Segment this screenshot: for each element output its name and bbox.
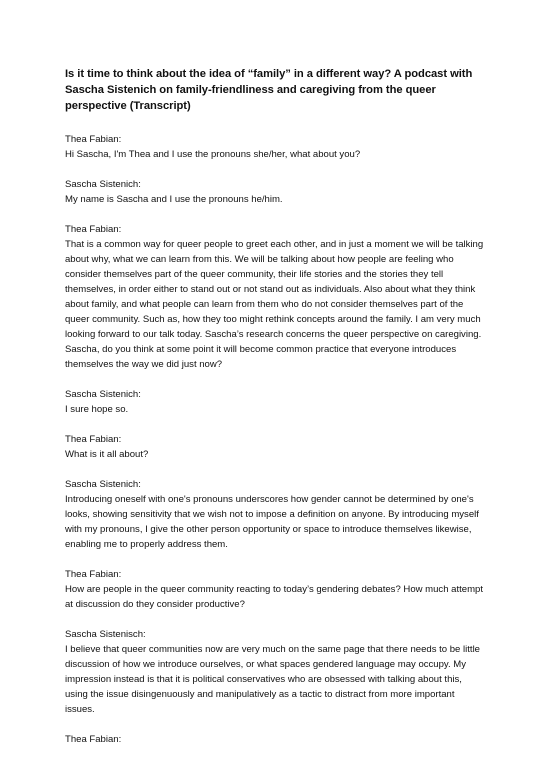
speaker-name: Sascha Sistenich: [65, 179, 141, 190]
speaker-name: Sascha Sistenich: [65, 479, 141, 490]
speaker-name: Thea Fabian: [65, 569, 122, 580]
speech-text: Hi Sascha, I'm Thea and I use the pronouns she/her, what about you? [65, 149, 361, 160]
speech-text: My name is Sascha and I use the pronouns he/him. [65, 194, 283, 205]
speech-text: How are people in the queer community reacting to today’s gendering debates? How much attempt at discussion do they consider productive? [65, 584, 484, 610]
transcript-entry [65, 132, 485, 162]
document-title: Is it time to think about the idea of “family” in a different way? A podcast with Sascha Sistenich on family-friendliness and caregiving from the queer perspective (Transcript) [65, 68, 473, 112]
speech-text: That is a common way for queer people to greet each other, and in just a moment we will be talking about why, what we can learn from this. We will be talking about how people are feeling who consider themselves part of the queer community, their life stories and the stories they tell themselves, in order either to stand out or not stand out as individuals. Also about what they think about family, and what people can learn from them who do not consider themselves part of the queer community. Such as, how they too might rethink concepts around the family. I am very much looking forward to our talk today. Sascha’s research concerns the queer perspective on caregiving. Sascha, do you think at some point it will become common practice that everyone introduces themselves the way we did just now? [65, 239, 484, 370]
speech-text: I believe that queer communities now are very much on the same page that there needs to be little discussion of how we introduce ourselves, or what spaces gendered language may occupy. My impression instead is that it is political conservatives who are obsessed with talking about this, using the issue disingenuously and manipulatively as a tactic to distract from more important issues. [65, 644, 480, 715]
transcript-entry [65, 222, 485, 372]
transcript-entry [65, 732, 485, 747]
speaker-name: Sascha Sistenisch: [65, 629, 146, 640]
transcript-entry [65, 627, 485, 717]
transcript-entry [65, 177, 485, 207]
transcript-entry [65, 477, 485, 552]
speech-text: Introducing oneself with one's pronouns underscores how gender cannot be determined by one's looks, showing sensitivity that we wish not to impose a definition on anyone. By introducing myself with my pronouns, I give the other person opportunity or space to introduce themselves likewise, enabling me to properly address them. [65, 494, 479, 550]
transcript-content [65, 66, 485, 762]
speech-text: What is it all about? [65, 449, 149, 460]
speaker-name: Thea Fabian: [65, 434, 122, 445]
transcript-entry [65, 567, 485, 612]
speaker-name: Thea Fabian: [65, 134, 122, 145]
speaker-name: Thea Fabian: [65, 224, 122, 235]
speaker-name: Sascha Sistenich: [65, 389, 141, 400]
transcript-entry [65, 432, 485, 462]
speech-text: I sure hope so. [65, 404, 129, 415]
speaker-name: Thea Fabian: [65, 734, 122, 745]
transcript-entry [65, 387, 485, 417]
